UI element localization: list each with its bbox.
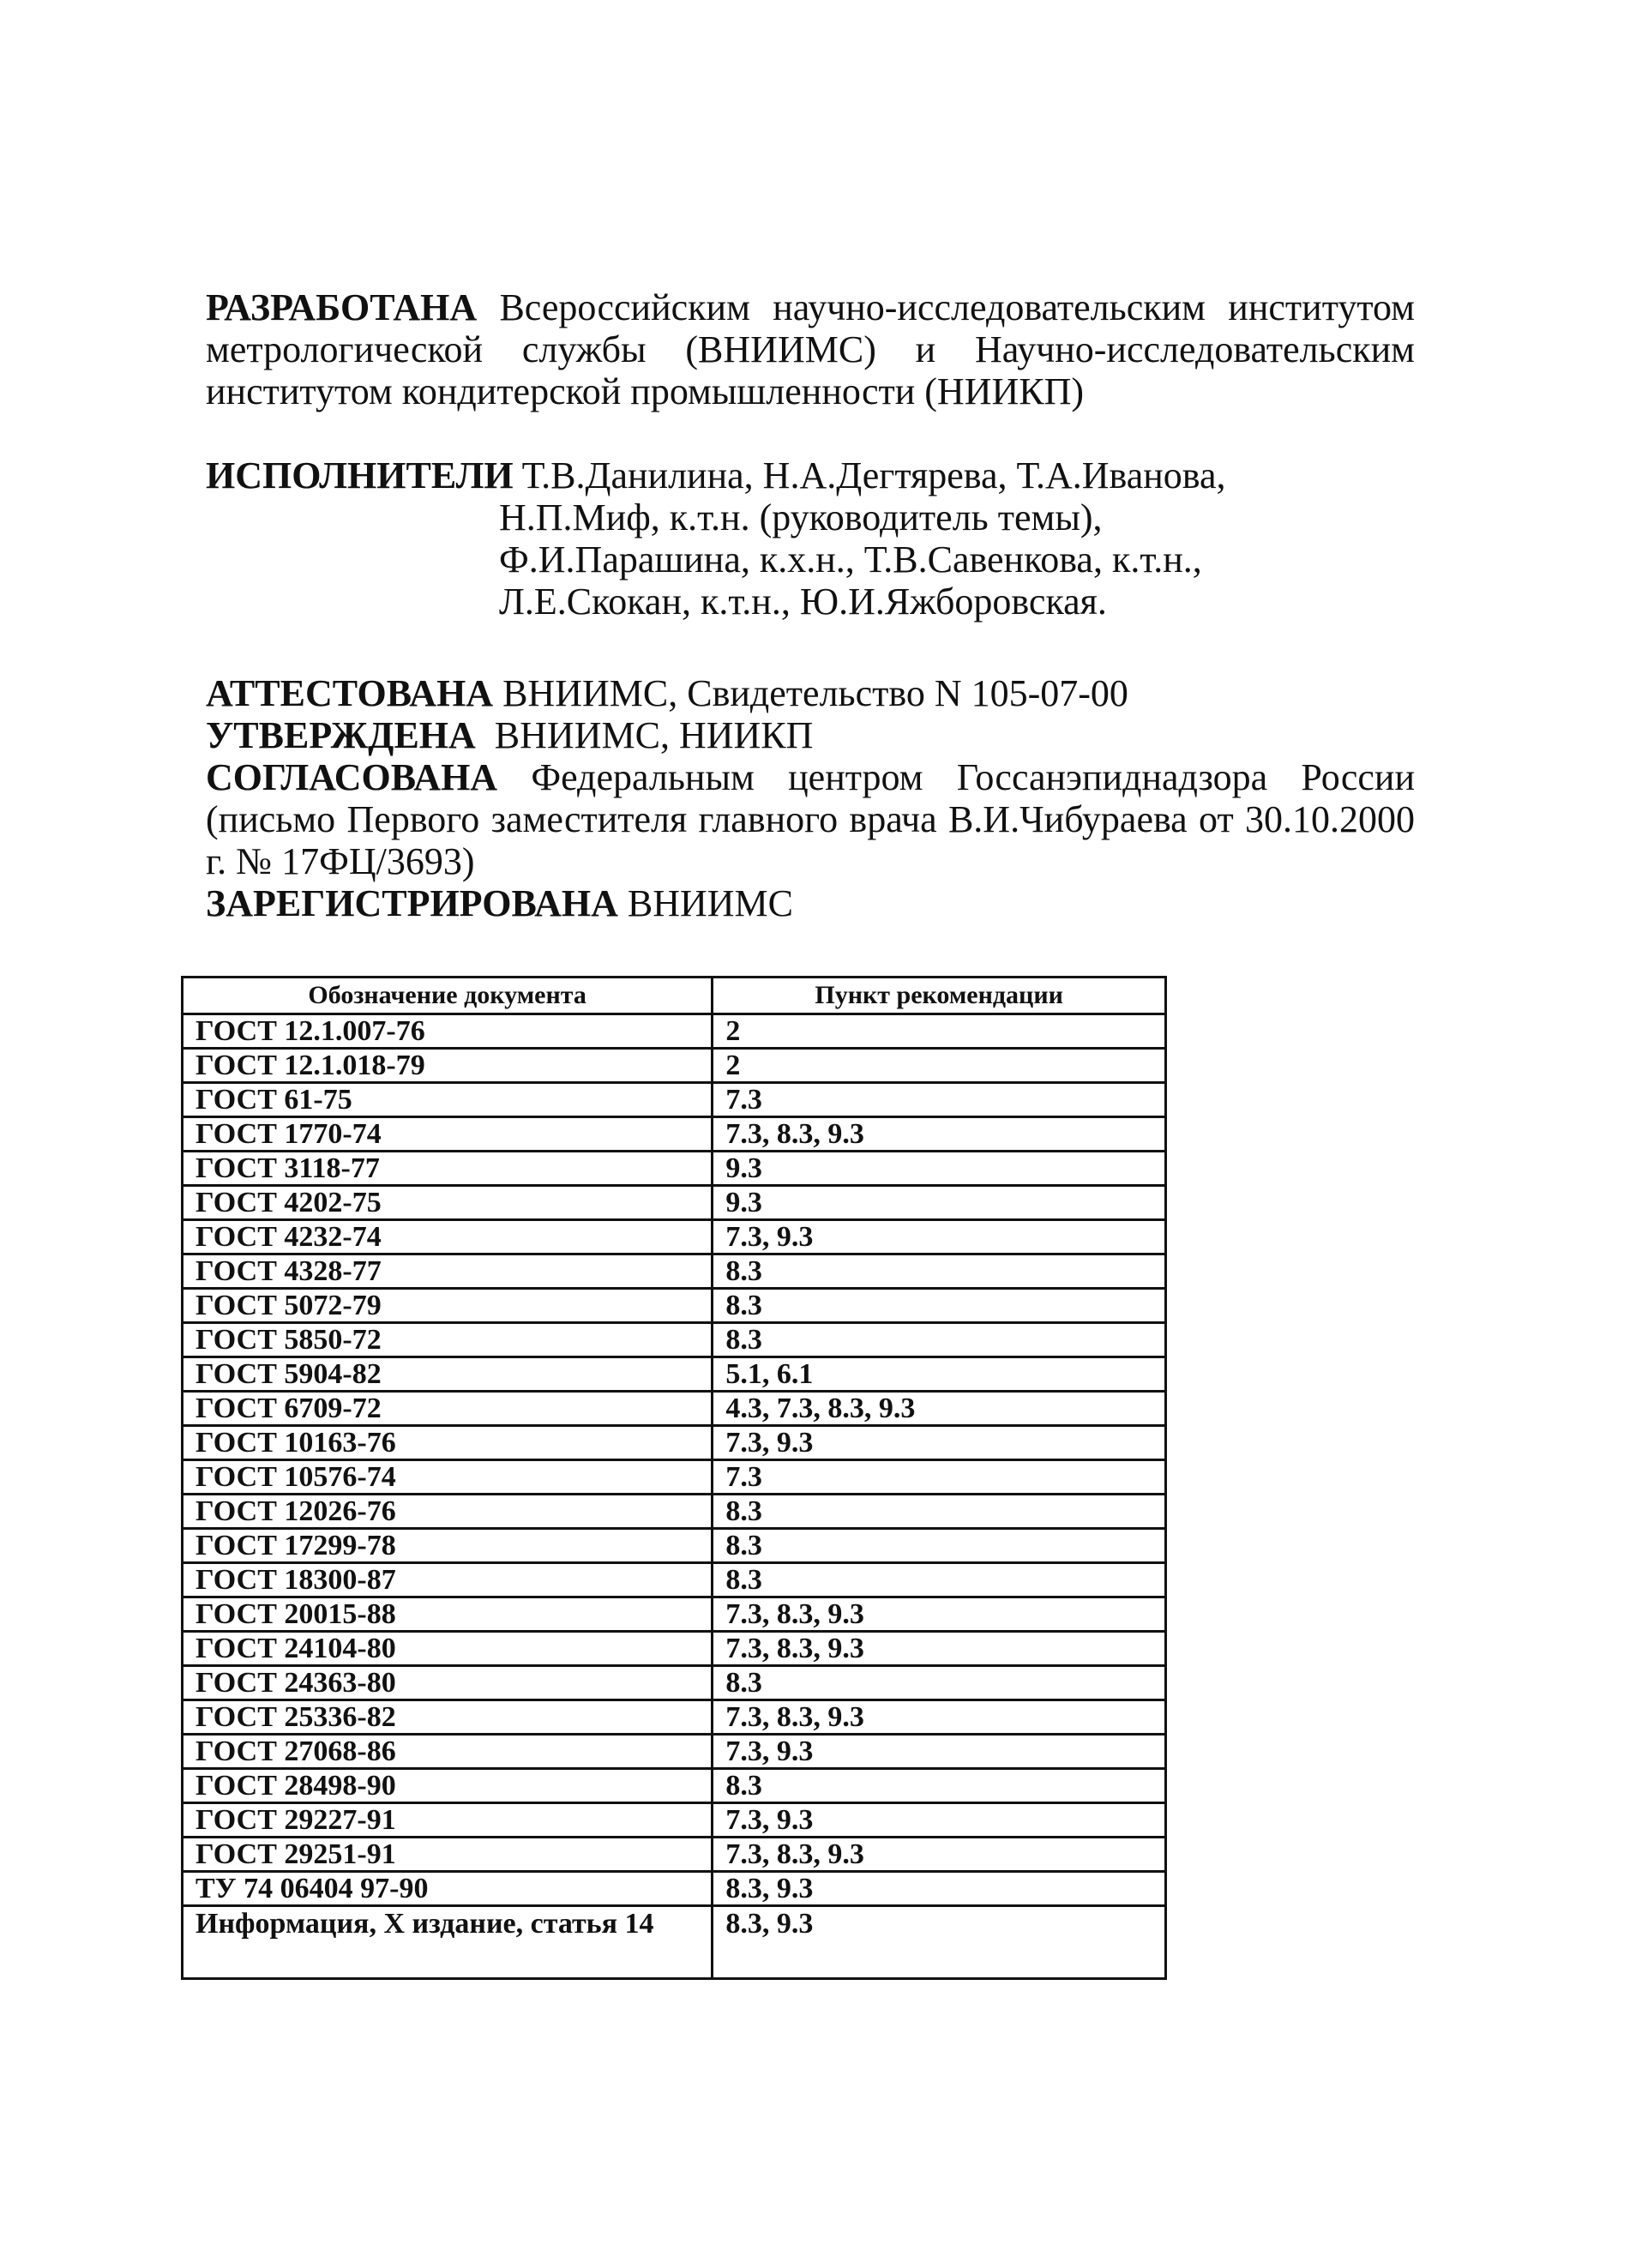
document-designation-cell: ГОСТ 12.1.007-76 bbox=[183, 1014, 713, 1049]
document-designation-cell: ГОСТ 25336-82 bbox=[183, 1700, 713, 1735]
document-designation-cell: ГОСТ 4232-74 bbox=[183, 1220, 713, 1254]
recommendation-clause-cell: 7.3 bbox=[713, 1460, 1166, 1495]
recommendation-clause-cell: 8.3 bbox=[713, 1529, 1166, 1563]
table-row bbox=[183, 1460, 1166, 1495]
document-designation-cell: ГОСТ 17299-78 bbox=[183, 1529, 713, 1563]
document-designation-cell: ГОСТ 1770-74 bbox=[183, 1117, 713, 1152]
document-designation-cell: ГОСТ 3118-77 bbox=[183, 1152, 713, 1186]
table-body bbox=[183, 1014, 1166, 1979]
recommendation-clause-cell: 8.3 bbox=[713, 1495, 1166, 1529]
referenced-documents-table bbox=[181, 976, 1167, 1980]
registered-text: ВНИИМС bbox=[627, 882, 794, 924]
document-designation-cell: ГОСТ 24104-80 bbox=[183, 1632, 713, 1666]
document-designation-cell: ГОСТ 61-75 bbox=[183, 1083, 713, 1117]
document-designation-cell: ГОСТ 5904-82 bbox=[183, 1357, 713, 1392]
table-row bbox=[183, 1117, 1166, 1152]
document-designation-cell: ГОСТ 29251-91 bbox=[183, 1838, 713, 1872]
table-row bbox=[183, 1152, 1166, 1186]
developed-by-paragraph bbox=[206, 286, 1415, 412]
recommendation-clause-cell: 2 bbox=[713, 1014, 1166, 1049]
recommendation-clause-cell: 7.3, 9.3 bbox=[713, 1735, 1166, 1769]
table-row bbox=[183, 1632, 1166, 1666]
recommendation-clause-cell: 7.3, 9.3 bbox=[713, 1220, 1166, 1254]
performers-line: Ф.И.Парашина, к.х.н., Т.В.Савенкова, к.т.н., bbox=[499, 538, 1202, 581]
registered-line bbox=[206, 882, 1415, 924]
table-row bbox=[183, 1220, 1166, 1254]
table-row bbox=[183, 1254, 1166, 1289]
performers-section bbox=[206, 454, 1415, 623]
table-row bbox=[183, 1597, 1166, 1632]
attested-line bbox=[206, 672, 1415, 714]
document-designation-cell: ГОСТ 28498-90 bbox=[183, 1769, 713, 1803]
table-row bbox=[183, 1049, 1166, 1083]
recommendation-clause-cell: 8.3 bbox=[713, 1769, 1166, 1803]
recommendation-clause-cell: 8.3 bbox=[713, 1563, 1166, 1597]
table-row bbox=[183, 1872, 1166, 1906]
table-row bbox=[183, 1495, 1166, 1529]
attested-text: ВНИИМС, Свидетельство N 105-07-00 bbox=[502, 672, 1128, 714]
recommendation-clause-cell: 8.3 bbox=[713, 1289, 1166, 1323]
approved-text: ВНИИМС, НИИКП bbox=[494, 714, 814, 756]
table-row bbox=[183, 1838, 1166, 1872]
document-designation-cell: ГОСТ 20015-88 bbox=[183, 1597, 713, 1632]
document-designation-cell: ГОСТ 24363-80 bbox=[183, 1666, 713, 1700]
recommendation-clause-cell: 5.1, 6.1 bbox=[713, 1357, 1166, 1392]
approved-line bbox=[206, 714, 1415, 756]
recommendation-clause-cell: 8.3, 9.3 bbox=[713, 1906, 1166, 1979]
document-designation-cell: ГОСТ 12026-76 bbox=[183, 1495, 713, 1529]
table-row bbox=[183, 1906, 1166, 1979]
recommendation-clause-cell: 7.3, 8.3, 9.3 bbox=[713, 1632, 1166, 1666]
performers-line: Т.В.Данилина, Н.А.Дегтярева, Т.А.Иванова, bbox=[521, 454, 1226, 496]
recommendation-clause-cell: 8.3 bbox=[713, 1254, 1166, 1289]
recommendation-clause-cell: 7.3, 9.3 bbox=[713, 1426, 1166, 1460]
developed-text: Всероссийским научно-исследовательским институтом метрологической службы (ВНИИМС) и Научно-исследовательским институтом кондитерской промышленности (НИИКП) bbox=[206, 286, 1416, 412]
recommendation-clause-cell: 8.3 bbox=[713, 1323, 1166, 1357]
recommendation-clause-cell: 8.3, 9.3 bbox=[713, 1872, 1166, 1906]
performers-line: Л.Е.Скокан, к.т.н., Ю.И.Яжборовская. bbox=[499, 581, 1107, 623]
table-header-row bbox=[183, 978, 1166, 1014]
document-designation-cell: ГОСТ 6709-72 bbox=[183, 1392, 713, 1426]
document-designation-cell: ГОСТ 10576-74 bbox=[183, 1460, 713, 1495]
document-designation-cell: ГОСТ 27068-86 bbox=[183, 1735, 713, 1769]
attested-label: АТТЕСТОВАНА bbox=[206, 672, 494, 714]
document-designation-cell: ГОСТ 4328-77 bbox=[183, 1254, 713, 1289]
header-recommendation-clause: Пункт рекомендации bbox=[713, 978, 1166, 1014]
recommendation-clause-cell: 4.3, 7.3, 8.3, 9.3 bbox=[713, 1392, 1166, 1426]
table-row bbox=[183, 1700, 1166, 1735]
recommendation-clause-cell: 7.3, 8.3, 9.3 bbox=[713, 1597, 1166, 1632]
recommendation-clause-cell: 7.3, 9.3 bbox=[713, 1803, 1166, 1838]
document-designation-cell: ГОСТ 5850-72 bbox=[183, 1323, 713, 1357]
document-designation-cell: Информация, Х издание, статья 14 bbox=[183, 1906, 713, 1979]
recommendation-clause-cell: 7.3, 8.3, 9.3 bbox=[713, 1117, 1166, 1152]
table-row bbox=[183, 1666, 1166, 1700]
performers-line: Н.П.Миф, к.т.н. (руководитель темы), bbox=[499, 496, 1103, 538]
table-row bbox=[183, 1563, 1166, 1597]
table-row bbox=[183, 1083, 1166, 1117]
document-designation-cell: ГОСТ 5072-79 bbox=[183, 1289, 713, 1323]
table-row bbox=[183, 1426, 1166, 1460]
approved-label: УТВЕРЖДЕНА bbox=[206, 714, 476, 756]
document-designation-cell: ГОСТ 29227-91 bbox=[183, 1803, 713, 1838]
table-row bbox=[183, 1186, 1166, 1220]
table-row bbox=[183, 1735, 1166, 1769]
agreed-paragraph bbox=[206, 756, 1415, 882]
document-designation-cell: ТУ 74 06404 97-90 bbox=[183, 1872, 713, 1906]
recommendation-clause-cell: 7.3, 8.3, 9.3 bbox=[713, 1700, 1166, 1735]
table-row bbox=[183, 1289, 1166, 1323]
table-row bbox=[183, 1357, 1166, 1392]
agreed-text: Федеральным центром Госсанэпиднадзора России (письмо Первого заместителя главного врача В.И.Чибураева от 30.10.2000 г. № 17ФЦ/3693) bbox=[206, 756, 1415, 882]
registered-label: ЗАРЕГИСТРИРОВАНА bbox=[206, 882, 618, 924]
recommendation-clause-cell: 9.3 bbox=[713, 1152, 1166, 1186]
recommendation-clause-cell: 7.3 bbox=[713, 1083, 1166, 1117]
header-document-designation: Обозначение документа bbox=[183, 978, 713, 1014]
document-designation-cell: ГОСТ 4202-75 bbox=[183, 1186, 713, 1220]
recommendation-clause-cell: 7.3, 8.3, 9.3 bbox=[713, 1838, 1166, 1872]
performers-label: ИСПОЛНИТЕЛИ bbox=[206, 454, 514, 496]
table-row bbox=[183, 1014, 1166, 1049]
recommendation-clause-cell: 9.3 bbox=[713, 1186, 1166, 1220]
document-designation-cell: ГОСТ 12.1.018-79 bbox=[183, 1049, 713, 1083]
table-row bbox=[183, 1529, 1166, 1563]
table-row bbox=[183, 1323, 1166, 1357]
document-designation-cell: ГОСТ 10163-76 bbox=[183, 1426, 713, 1460]
recommendation-clause-cell: 2 bbox=[713, 1049, 1166, 1083]
developed-label: РАЗРАБОТАНА bbox=[206, 286, 478, 328]
table-row bbox=[183, 1803, 1166, 1838]
recommendation-clause-cell: 8.3 bbox=[713, 1666, 1166, 1700]
agreed-label: СОГЛАСОВАНА bbox=[206, 756, 498, 798]
table-row bbox=[183, 1769, 1166, 1803]
document-designation-cell: ГОСТ 18300-87 bbox=[183, 1563, 713, 1597]
table-row bbox=[183, 1392, 1166, 1426]
